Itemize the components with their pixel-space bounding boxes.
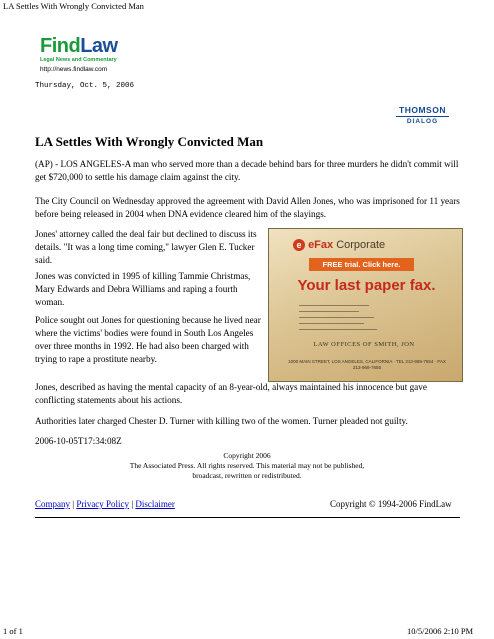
thomson-dialog-logo bbox=[390, 106, 455, 125]
copyright-line: Copyright 2006 bbox=[223, 451, 271, 460]
article-timestamp: 2006-10-05T17:34:08Z bbox=[35, 436, 122, 446]
findlaw-wordmark bbox=[40, 36, 118, 56]
handwriting-scribble bbox=[299, 329, 377, 330]
thomson-text: THOMSON bbox=[399, 105, 446, 115]
dialog-text: DIALOG bbox=[406, 118, 439, 125]
link-separator: | bbox=[131, 499, 134, 509]
handwriting-scribble bbox=[299, 311, 359, 312]
ad-letterhead-address: 1000 MAIN STREET, LOS ANGELES, CALIFORNIA · TEL 213-969-7654 · FAX 213-969-7655 bbox=[288, 359, 446, 370]
efax-e-icon: e bbox=[293, 239, 305, 251]
logo-tagline: Legal News and Commentary bbox=[40, 57, 117, 63]
ad-headline: Your last paper fax. bbox=[297, 277, 436, 294]
article-paragraph: Police sought out Jones for questioning because he lived near where the victims' bodies were found in South Los Angeles over three months in 1992. He had also been charged with trying to rape a prostitute nearby. bbox=[35, 315, 261, 364]
article-paragraph: The City Council on Wednesday approved the agreement with David Allen Jones, who was imprisoned for 11 years before being released in 2004 when DNA evidence cleared him of the slayings. bbox=[35, 196, 460, 219]
privacy-policy-link[interactable]: Privacy Policy bbox=[76, 499, 130, 509]
findlaw-copyright: Copyright © 1994-2006 FindLaw bbox=[330, 499, 452, 509]
print-page-number: 1 of 1 bbox=[3, 626, 23, 636]
article-paragraph: Jones was convicted in 1995 of killing Tammie Christmas, Mary Edwards and Debra Williams and raping a fourth woman. bbox=[35, 271, 251, 307]
logo-law: Law bbox=[80, 35, 118, 57]
article-headline: LA Settles With Wrongly Convicted Man bbox=[35, 134, 264, 149]
footer-divider bbox=[35, 517, 460, 518]
article-paragraph: Jones, described as having the mental capacity of an 8-year-old, always maintained his innocence but gave conflicting statements about his actions. bbox=[35, 382, 427, 405]
ad-brand-suffix: Corporate bbox=[336, 239, 386, 252]
ad-brand: eFax bbox=[308, 239, 334, 252]
company-link[interactable]: Company bbox=[35, 499, 70, 509]
handwriting-scribble bbox=[299, 317, 374, 318]
efax-advertisement[interactable] bbox=[268, 228, 463, 382]
disclaimer-link[interactable]: Disclaimer bbox=[135, 499, 175, 509]
publication-date: Thursday, Oct. 5, 2006 bbox=[35, 82, 135, 90]
copyright-line: The Associated Press. All rights reserved. This material may not be published, bbox=[129, 461, 365, 470]
article-paragraph: (AP) - LOS ANGELES-A man who served more than a decade behind bars for three murders he didn't commit will get $720,000 to settle his damage claim against the city. bbox=[35, 159, 459, 182]
efax-logo bbox=[293, 239, 385, 251]
footer-links bbox=[35, 499, 175, 509]
free-trial-button[interactable]: FREE trial. Click here. bbox=[309, 258, 414, 271]
ad-letterhead-firm: LAW OFFICES OF SMITH, JON bbox=[313, 341, 415, 348]
ap-copyright-notice bbox=[100, 451, 394, 481]
print-timestamp: 10/5/2006 2:10 PM bbox=[407, 626, 474, 636]
findlaw-logo[interactable] bbox=[40, 36, 118, 73]
print-header-title: LA Settles With Wrongly Convicted Man bbox=[3, 1, 144, 11]
article-paragraph: Jones' attorney called the deal fair but declined to discuss its details. "It was a long time coming," lawyer Glen E. Tucker said. bbox=[35, 229, 257, 265]
logo-url: http://news.findlaw.com bbox=[40, 66, 108, 73]
copyright-line: broadcast, rewritten or redistributed. bbox=[192, 471, 302, 480]
thomson-rule bbox=[396, 116, 449, 117]
handwriting-scribble bbox=[299, 305, 369, 306]
link-separator: | bbox=[72, 499, 75, 509]
logo-find: Find bbox=[40, 35, 81, 57]
article-paragraph: Authorities later charged Chester D. Turner with killing two of the women. Turner pleaded not guilty. bbox=[35, 416, 408, 426]
handwriting-scribble bbox=[299, 323, 364, 324]
